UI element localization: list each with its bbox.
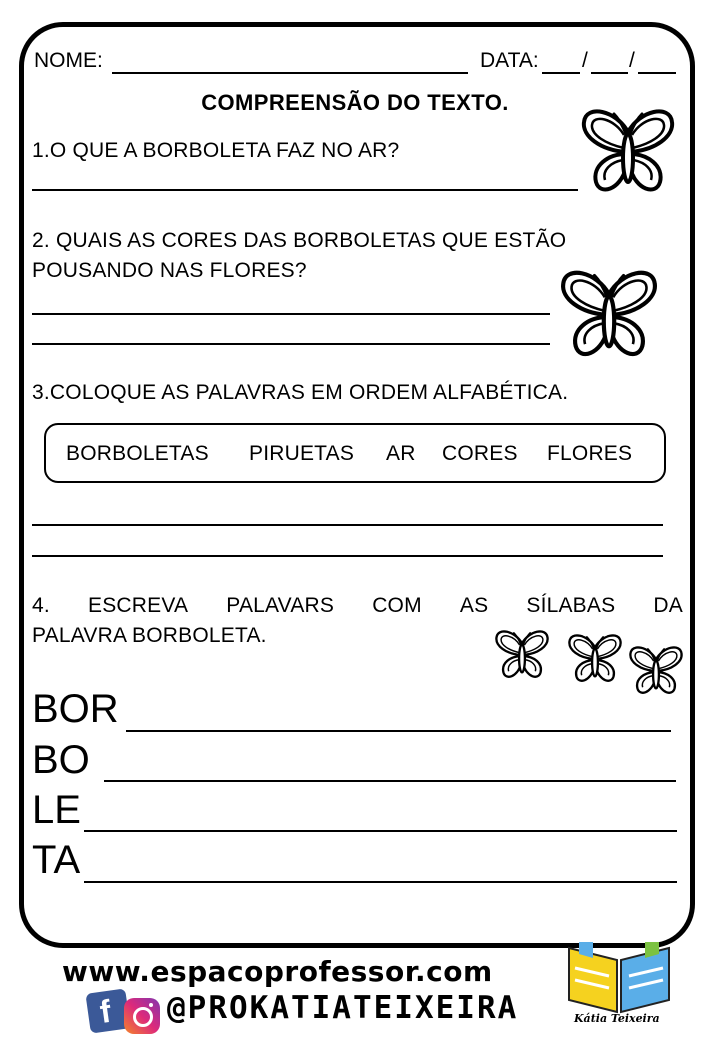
syllable-label: BO [32,738,90,782]
question-4-line-1 [32,594,683,618]
syllable-label: BOR [32,687,119,731]
word-bank-word: CORES [442,442,518,465]
word-bank-word: PIRUETAS [249,442,355,465]
question-2-line-2: POUSANDO NAS FLORES? [32,259,307,282]
syllable-label: LE [32,788,81,832]
footer-handle: @PROKATIATEIXEIRA [167,990,519,1026]
author-signature: Kátia Teixeira [574,1012,660,1025]
answer-line [32,524,663,526]
date-year-line [638,72,676,74]
word-bank-word: BORBOLETAS [66,442,209,465]
name-line [112,72,468,74]
answer-line [32,189,578,191]
butterfly-icon [557,260,661,370]
worksheet-title: COMPREENSÃO DO TEXTO. [201,90,509,115]
word-bank-word: FLORES [547,442,633,465]
question-4-word: 4. [32,594,50,617]
question-4-word: ESCREVA [88,594,189,617]
question-4-word: COM [372,594,422,617]
name-label: NOME: [34,49,103,72]
answer-line [32,343,550,345]
question-4-word: AS [459,594,489,617]
answer-line [84,881,677,883]
word-bank-word: AR [386,442,416,465]
date-separator: / [582,49,588,72]
book-logo-icon [563,938,675,1020]
butterfly-icon [493,624,551,686]
question-3: 3.COLOQUE AS PALAVRAS EM ORDEM ALFABÉTICA. [32,381,569,404]
butterfly-icon [578,98,678,206]
answer-line [84,830,677,832]
question-4-word: SÍLABAS [526,594,616,617]
answer-line [104,780,676,782]
answer-line [32,555,663,557]
date-label: DATA: [480,49,539,72]
date-separator: / [629,49,635,72]
footer-website: www.espacoprofessor.com [62,955,493,988]
question-1: 1.O QUE A BORBOLETA FAZ NO AR? [32,139,400,162]
syllable-label: TA [32,838,81,882]
question-4-word: DA [653,594,683,617]
instagram-icon [124,998,160,1034]
butterfly-icon [566,628,624,690]
question-4-line-2: PALAVRA BORBOLETA. [32,624,267,647]
question-2-line-1: 2. QUAIS AS CORES DAS BORBOLETAS QUE ESTÃO [32,229,567,252]
question-4-word: PALAVARS [226,594,335,617]
facebook-icon: f [85,988,130,1033]
butterfly-icon [627,640,685,702]
date-month-line [591,72,628,74]
answer-line [32,313,550,315]
date-day-line [542,72,580,74]
answer-line [126,730,671,732]
